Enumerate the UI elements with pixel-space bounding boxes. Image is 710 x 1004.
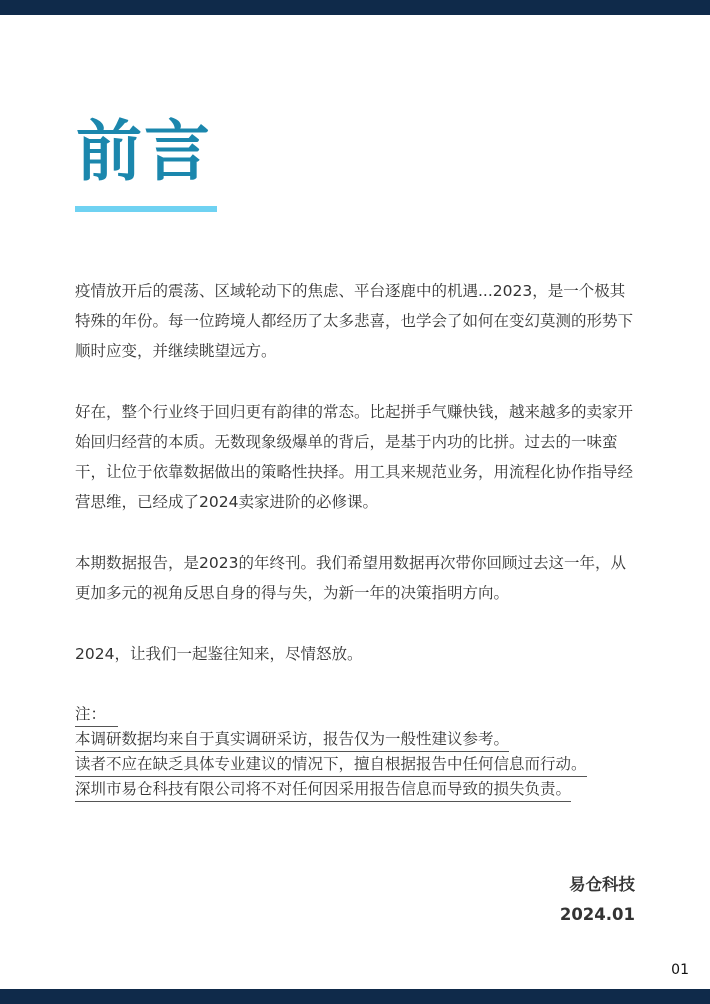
paragraph-2: 好在，整个行业终于回归更有韵律的常态。比起拼手气赚快钱，越来越多的卖家开始回归经营的本质。无数现象级爆单的背后，是基于内功的比拼。过去的一味蛮干，让位于依靠数据做出的策略性抉择。用工具来规范业务，用流程化协作指导经营思维，已经成了2024卖家进阶的必修课。	[75, 403, 634, 511]
signature-company: 易仓科技	[569, 875, 635, 894]
bottom-decorative-bar	[0, 989, 710, 1004]
note-label: 注：	[75, 702, 118, 727]
note-line-1: 本调研数据均来自于真实调研采访，报告仅为一般性建议参考。	[75, 727, 509, 752]
signature-date: 2024.01	[559, 905, 635, 924]
paragraph-4: 2024，让我们一起鉴往知来，尽情怒放。	[75, 645, 363, 663]
paragraph-1: 疫情放开后的震荡、区域轮动下的焦虑、平台逐鹿中的机遇...2023，是一个极其特殊的年份。每一位跨境人都经历了太多悲喜，也学会了如何在变幻莫测的形势下顺时应变，并继续眺望远方。	[75, 282, 634, 360]
note-line-3: 深圳市易仓科技有限公司将不对任何因采用报告信息而导致的损失负责。	[75, 777, 571, 802]
top-decorative-bar	[0, 0, 710, 15]
paragraph-3: 本期数据报告，是2023的年终刊。我们希望用数据再次带你回顾过去这一年，从更加多元的视角反思自身的得与失，为新一年的决策指明方向。	[75, 554, 626, 602]
title-underline	[75, 206, 217, 212]
page-title: 前言	[76, 113, 212, 190]
page-number: 01	[671, 962, 689, 978]
disclaimer-note	[75, 702, 640, 802]
note-line-2: 读者不应在缺乏具体专业建议的情况下，擅自根据报告中任何信息而行动。	[75, 752, 587, 777]
preface-content	[75, 276, 640, 802]
